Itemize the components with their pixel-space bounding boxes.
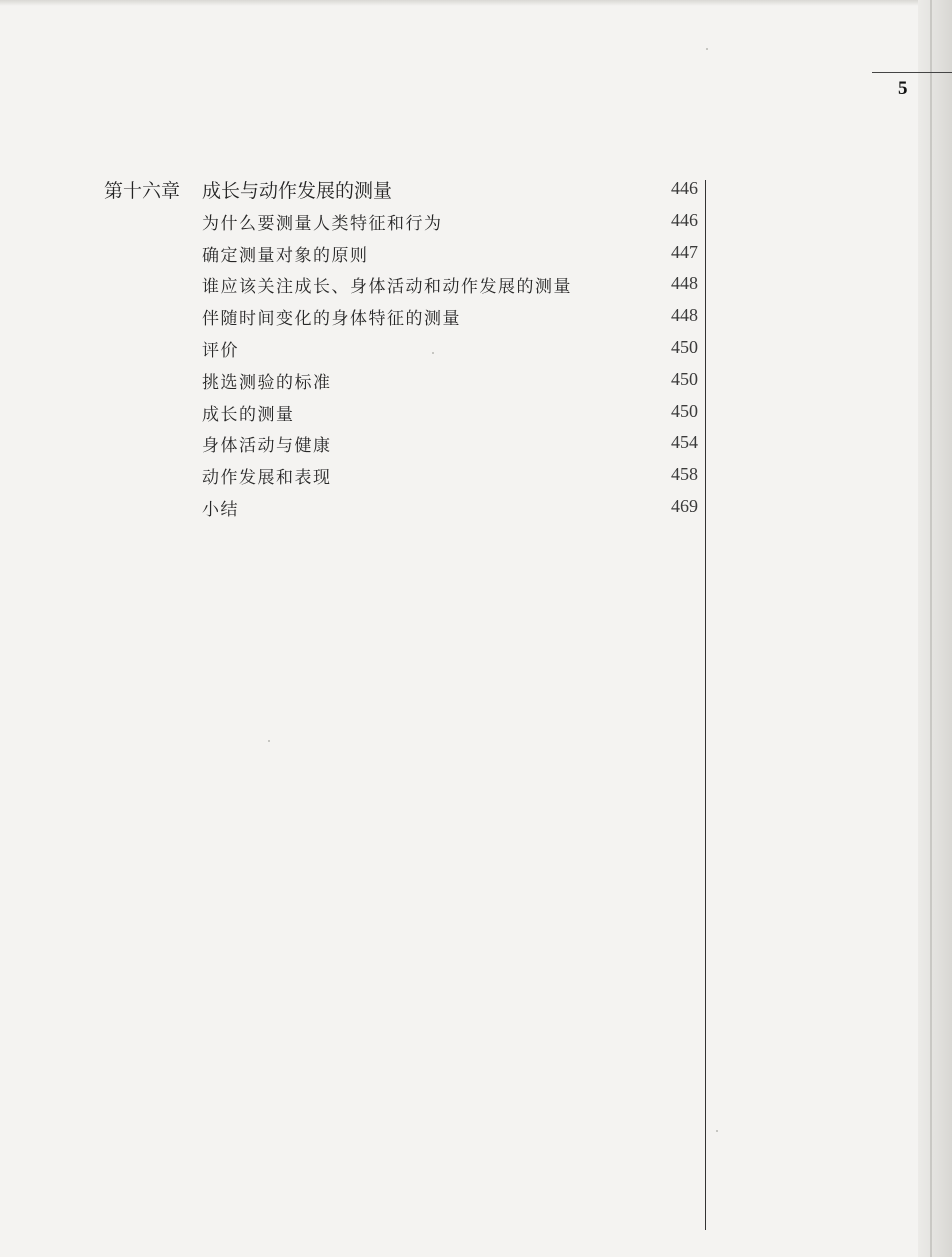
paper-speck (268, 740, 270, 742)
toc-entry-page: 450 (671, 400, 698, 421)
toc-entry (0, 490, 952, 522)
toc-entry-page: 447 (671, 241, 698, 262)
toc-entry-page: 469 (671, 495, 698, 516)
page-top-shadow (0, 0, 952, 6)
toc-entry-title: 挑选测验的标准 (202, 372, 332, 393)
table-of-contents (0, 172, 952, 522)
toc-entry-page: 458 (671, 464, 698, 485)
page-number: 5 (898, 78, 908, 99)
toc-entry-page: 450 (671, 368, 698, 389)
toc-entry (0, 395, 952, 427)
toc-entry-title: 身体活动与健康 (202, 436, 332, 457)
header-rule (872, 72, 952, 73)
toc-entry-page: 446 (671, 209, 698, 230)
toc-entry-title: 确定测量对象的原则 (202, 245, 369, 266)
toc-entry-page: 454 (671, 432, 698, 453)
toc-entry-title: 谁应该关注成长、身体活动和动作发展的测量 (202, 277, 572, 298)
toc-entry (0, 204, 952, 236)
toc-entry (0, 458, 952, 490)
chapter-label: 第十六章 (104, 180, 181, 202)
chapter-page: 446 (671, 178, 698, 198)
toc-entry-title: 伴随时间变化的身体特征的测量 (202, 309, 461, 330)
toc-entry-page: 448 (671, 273, 698, 294)
toc-entry-title: 小结 (202, 499, 239, 520)
toc-entry-title: 评价 (202, 340, 239, 361)
paper-speck (432, 352, 434, 354)
paper-speck (706, 48, 708, 50)
chapter-title: 成长与动作发展的测量 (202, 180, 393, 202)
toc-entry-page: 448 (671, 305, 698, 326)
toc-entry (0, 363, 952, 395)
toc-entry (0, 236, 952, 268)
toc-entry-title: 为什么要测量人类特征和行为 (202, 213, 443, 234)
toc-entry-title: 成长的测量 (202, 404, 295, 425)
toc-entry-title: 动作发展和表现 (202, 468, 332, 489)
toc-entry-page: 450 (671, 336, 698, 357)
toc-entry (0, 426, 952, 458)
toc-entry (0, 299, 952, 331)
toc-entry (0, 331, 952, 363)
toc-entry (0, 267, 952, 299)
paper-speck (716, 1130, 718, 1132)
chapter-row (0, 172, 952, 204)
